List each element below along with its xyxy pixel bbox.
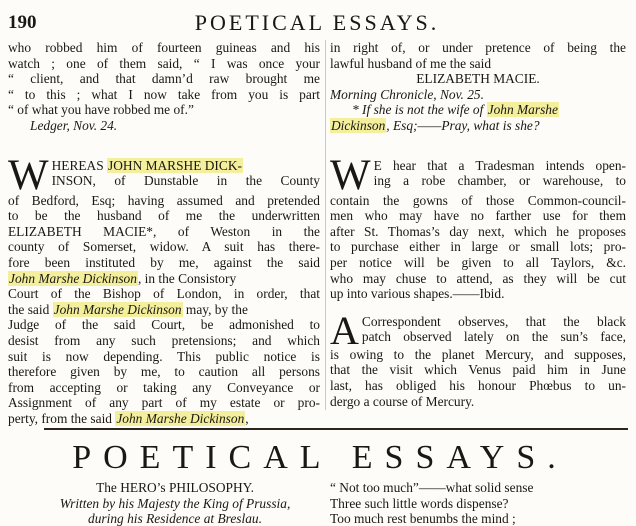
- highlighted-name: John Marshe Dickinson: [9, 270, 137, 286]
- text-line: men who may have no farther use for them: [330, 208, 626, 224]
- highlighted-name: Dickinson: [331, 117, 386, 133]
- text-segment: perty, from the said: [8, 410, 116, 426]
- poem-byline: during his Residence at Breslau.: [88, 511, 262, 526]
- text-line: [52, 158, 320, 174]
- text-line: Court of the Bishop of London, in order, that: [8, 286, 320, 302]
- left-column: [8, 40, 320, 426]
- text-line: ELIZABETH MACIE*, of Weston in the: [8, 223, 320, 239]
- spacer: [330, 302, 626, 314]
- text-line: county of Somerset, widow. A suit has there-: [8, 239, 320, 255]
- drop-cap: A: [330, 307, 359, 353]
- text-line: suit is now depending. This public notice is: [8, 348, 320, 364]
- text-line: [8, 271, 320, 287]
- text-segment: may, by the: [182, 301, 248, 317]
- tradesman-paragraph: [330, 151, 626, 302]
- text-line: from accepting or taking any Conveyance or: [8, 379, 320, 395]
- poem-byline: Written by his Majesty the King of Prussia,: [59, 495, 291, 511]
- signature: ELIZABETH MACIE.: [416, 71, 540, 87]
- poem-heading-column: [40, 480, 310, 526]
- drop-cap: W: [8, 151, 49, 199]
- section-rule: [44, 428, 628, 430]
- source-attribution: Ledger, Nov. 24.: [30, 117, 118, 133]
- text-line: watch ; one of them said, “ I was once your: [8, 55, 320, 71]
- text-line: last, has obliged his honour Phœbus to un-: [330, 377, 626, 393]
- text-line: of Bedford, Esq; having assumed and pretended: [8, 192, 320, 208]
- page-number: 190: [8, 12, 37, 33]
- spacer: [330, 134, 626, 158]
- text-line: fore been instituted by me, against the said: [8, 254, 320, 270]
- text-line: dergo a course of Mercury.: [330, 393, 475, 409]
- running-title: POETICAL ESSAYS.: [194, 10, 440, 35]
- highlighted-name: JOHN MARSHE DICK-: [108, 157, 242, 173]
- text-line: “ client, and that damn’d raw brought me: [8, 71, 320, 87]
- text-line: E hear that a Tradesman intends open-: [373, 157, 626, 173]
- correspondent-paragraph: [330, 307, 626, 409]
- text-line: who robbed him of fourteen guineas and his: [8, 40, 320, 55]
- footnote: [330, 118, 626, 134]
- text-line: Judge of the said Court, be admonished to: [8, 317, 320, 333]
- column-divider: [325, 40, 326, 410]
- text-line: [8, 411, 320, 427]
- section-title: POETICAL ESSAYS.: [72, 439, 568, 476]
- text-line: desist from any such pretensions; and which: [8, 332, 320, 348]
- text-line: patch observed lately on the sun’s face,: [361, 329, 626, 345]
- text-line: who may chuse to attend, as they will be cut: [330, 270, 626, 286]
- text-segment: * If she is not the wife of: [352, 102, 487, 118]
- text-line: per notice will be given to all Taylors, &c.: [330, 254, 626, 270]
- text-segment: ,: [245, 410, 249, 426]
- text-segment: HEREAS: [51, 157, 108, 173]
- text-line: therefore given by me, to caution all persons: [8, 364, 320, 380]
- text-line: up into various shapes.——Ibid.: [330, 286, 505, 302]
- running-header: [8, 8, 626, 38]
- poem-line: Three such little words dispense?: [330, 495, 509, 511]
- text-line: Correspondent observes, that the black: [361, 313, 626, 329]
- text-line: “ of what you have robbed me of.”: [8, 102, 194, 118]
- text-line: contain the gowns of those Common-council-: [330, 192, 626, 208]
- text-line: ing a robe chamber, or warehouse, to: [373, 173, 626, 189]
- highlighted-name: John Marshe Dickinson: [53, 301, 182, 317]
- text-line: in right of, or under pretence of being the: [330, 40, 626, 55]
- text-line: that the visit which Venus paid him in June: [330, 362, 626, 378]
- text-line: to purchase either in large or small lots; pro-: [330, 239, 626, 255]
- text-line: INSON, of Dunstable in the County: [51, 173, 320, 189]
- text-segment: , in the Consistory: [137, 270, 237, 286]
- text-segment: the said: [8, 301, 53, 317]
- spacer: [8, 134, 320, 158]
- poem-title: The HERO’s PHILOSOPHY.: [96, 480, 254, 495]
- footnote: [330, 102, 626, 118]
- text-line: is owing to the planet Mercury, and supposes,: [330, 346, 626, 362]
- notice-paragraph: [8, 151, 320, 427]
- text-segment: , Esq;——Pray, what is she?: [386, 117, 540, 133]
- text-line: “ to this ; what I now take from you is part: [8, 86, 320, 102]
- drop-cap: W: [330, 151, 371, 199]
- text-line: to be the husband of me the underwritten: [8, 208, 320, 224]
- text-line: [8, 302, 320, 318]
- right-column: [330, 40, 626, 409]
- poem-line: “ Not too much”——what solid sense: [330, 480, 534, 495]
- poem-body-column: [330, 480, 626, 526]
- highlighted-name: John Marshe: [487, 102, 558, 118]
- text-line: lawful husband of me the said: [330, 55, 492, 71]
- highlighted-name: John Marshe Dickinson: [116, 410, 245, 426]
- text-line: Assignment of any part of my estate or pro-: [8, 395, 320, 411]
- source-attribution: Morning Chronicle, Nov. 25.: [330, 86, 484, 102]
- text-line: after St. Thomas’s day next, which he proposes: [330, 223, 626, 239]
- poem-line: Too much rest benumbs the mind ;: [330, 511, 516, 526]
